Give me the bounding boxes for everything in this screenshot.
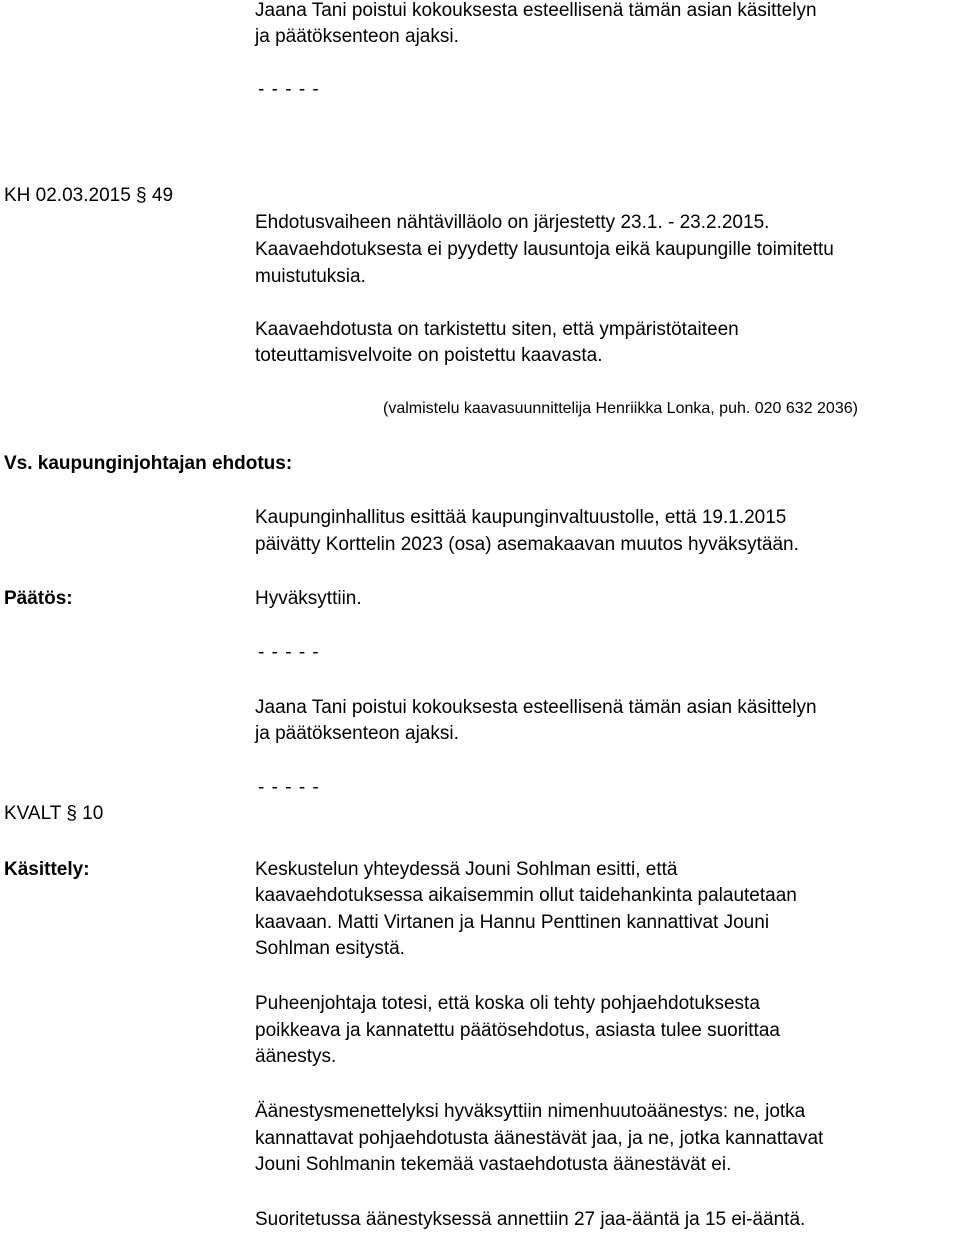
handling-label: Käsittely: xyxy=(4,859,90,880)
paragraph-line: Suoritetussa äänestyksessä annettiin 27 jaa-ääntä ja 15 ei-ääntä. xyxy=(255,1209,806,1230)
recusal-note-line: Jaana Tani poistui kokouksesta esteellisenä tämän asian käsittelyn xyxy=(255,0,817,21)
paragraph-line: kaavaan. Matti Virtanen ja Hannu Penttinen kannattivat Jouni xyxy=(255,912,770,933)
decision-text: Hyväksyttiin. xyxy=(255,588,362,609)
paragraph-line: Jouni Sohlmanin tekemää vastaehdotusta äänestävät ei. xyxy=(255,1154,732,1175)
separator: - - - - - xyxy=(258,79,320,100)
paragraph-line: muistutuksia. xyxy=(255,266,366,287)
proposal-label: Vs. kaupunginjohtajan ehdotus: xyxy=(4,453,293,474)
section-number: 10 xyxy=(82,803,104,824)
paragraph-line: Keskustelun yhteydessä Jouni Sohlman esitti, että xyxy=(255,859,678,880)
proposal-line: päivätty Korttelin 2023 (osa) asemakaavan muutos hyväksytään. xyxy=(255,534,799,555)
paragraph-line: Kaavaehdotusta on tarkistettu siten, että ympäristötaiteen xyxy=(255,319,739,340)
proposal-line: Kaupunginhallitus esittää kaupunginvaltuustolle, että 19.1.2015 xyxy=(255,507,787,528)
preparer-note: (valmistelu kaavasuunnittelija Henriikka Lonka, puh. 020 632 2036) xyxy=(383,400,858,417)
paragraph-line: Kaavaehdotuksesta ei pyydetty lausuntoja eikä kaupungille toimitettu xyxy=(255,239,834,260)
paragraph-line: Ehdotusvaiheen nähtävilläolo on järjestetty 23.1. - 23.2.2015. xyxy=(255,212,770,233)
separator: - - - - - xyxy=(258,777,320,798)
paragraph-line: äänestys. xyxy=(255,1046,337,1067)
entry-reference xyxy=(4,801,103,827)
entry-ref-text: KH 02.03.2015 xyxy=(4,185,131,206)
section-symbol: § xyxy=(66,803,77,824)
paragraph-line: kannattavat pohjaehdotusta äänestävät jaa, ja ne, jotka kannattavat xyxy=(255,1128,824,1149)
paragraph-line: Puheenjohtaja totesi, että koska oli tehty pohjaehdotuksesta xyxy=(255,993,760,1014)
recusal-note-line: Jaana Tani poistui kokouksesta esteellisenä tämän asian käsittelyn xyxy=(255,697,817,718)
paragraph-line: Sohlman esitystä. xyxy=(255,938,405,959)
paragraph-line: Äänestysmenettelyksi hyväksyttiin nimenhuutoäänestys: ne, jotka xyxy=(255,1101,806,1122)
recusal-note-line: ja päätöksenteon ajaksi. xyxy=(255,26,459,47)
section-symbol: § xyxy=(136,185,147,206)
section-number: 49 xyxy=(151,185,174,206)
decision-label: Päätös: xyxy=(4,588,73,609)
paragraph-line: poikkeava ja kannatettu päätösehdotus, asiasta tulee suorittaa xyxy=(255,1020,780,1041)
separator: - - - - - xyxy=(258,642,320,663)
entry-ref-text: KVALT xyxy=(4,803,62,824)
entry-reference xyxy=(4,183,173,209)
recusal-note-line: ja päätöksenteon ajaksi. xyxy=(255,723,459,744)
paragraph-line: toteuttamisvelvoite on poistettu kaavasta. xyxy=(255,345,603,366)
paragraph-line: kaavaehdotuksessa aikaisemmin ollut taidehankinta palautetaan xyxy=(255,885,797,906)
